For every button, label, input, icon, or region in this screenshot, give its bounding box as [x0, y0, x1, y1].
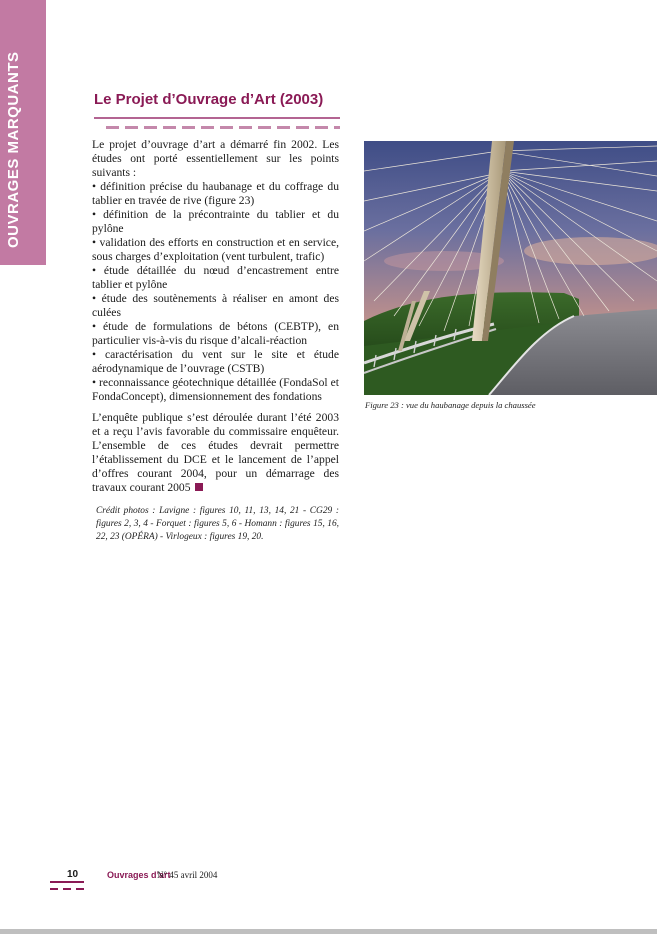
- bullet-item: • reconnaissance géotechnique détaillée (FondaSol et FondaConcept), dimensionnement des fondations: [92, 376, 339, 403]
- bridge-photo: [364, 141, 657, 395]
- title-underline: [94, 117, 340, 119]
- bullet-item: • définition précise du haubanage et du coffrage du tablier en travée de rive (figure 23): [92, 180, 339, 207]
- section-tab: [0, 0, 46, 265]
- page-number: 10: [67, 869, 79, 880]
- photo-credits: Crédit photos : Lavigne : figures 10, 11, 13, 14, 21 - CG29 : figures 2, 3, 4 - Forquet : figures 5, 6 - Homann : figures 15, 16, 22, 23 (OPÉRA) - Virlogeux : figures 19, 20.: [96, 506, 339, 542]
- end-of-article-icon: [195, 483, 203, 491]
- footer-rule: [50, 881, 84, 883]
- bullet-item: • étude des soutènements à réaliser en amont des culées: [92, 292, 339, 319]
- figure-caption: Figure 23 : vue du haubanage depuis la chaussée: [365, 400, 536, 410]
- article-body: [92, 138, 339, 495]
- article-title: Le Projet d’Ouvrage d’Art (2003): [94, 91, 324, 108]
- conclusion-text: L’enquête publique s’est déroulée durant l’été 2003 et a reçu l’avis favorable du commissaire enquêteur. L’ensemble de ces études devrait permettre l’établissement du DCE et le lancement de l’appel d’offres courant 2004, pour un démarrage des travaux courant 2005: [92, 411, 339, 494]
- article-intro: Le projet d’ouvrage d’art a démarré fin 2002. Les études ont porté essentiellement sur les points suivants :: [92, 138, 339, 179]
- section-tab-label: OUVRAGES MARQUANTS: [5, 51, 22, 248]
- magazine-name: Ouvrages d’art: [107, 870, 171, 880]
- bullet-item: • étude de formulations de bétons (CEBTP), en particulier vis-à-vis du risque d’alcali-réaction: [92, 320, 339, 347]
- article-conclusion: [92, 411, 339, 495]
- bullet-item: • caractérisation du vent sur le site et étude aérodynamique de l’ouvrage (CSTB): [92, 348, 339, 375]
- bullet-item: • définition de la précontrainte du tablier et du pylône: [92, 208, 339, 235]
- bullet-item: • étude détaillée du nœud d’encastrement entre tablier et pylône: [92, 264, 339, 291]
- bottom-border: [0, 929, 657, 934]
- bullet-item: • validation des efforts en construction et en service, sous charges d’exploitation (vent turbulent, trafic): [92, 236, 339, 263]
- issue-info: N° 45 avril 2004: [157, 870, 218, 880]
- title-dashed-rule: [106, 126, 340, 129]
- footer-dashed-rule: [50, 888, 84, 890]
